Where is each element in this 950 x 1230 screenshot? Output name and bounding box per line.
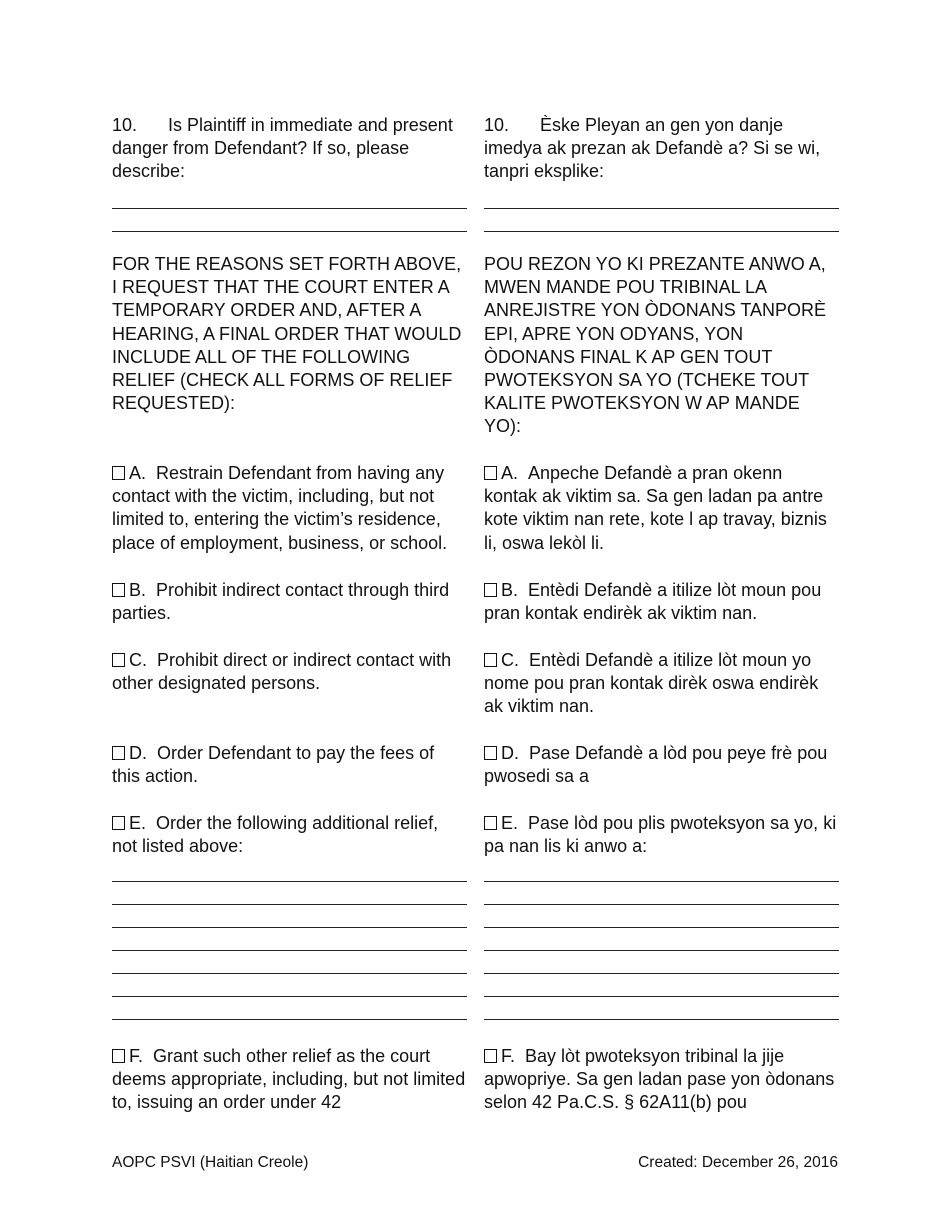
relief-item-b-ht — [484, 579, 839, 625]
relief-item-b-en — [112, 579, 467, 625]
item-letter: B. — [501, 580, 519, 600]
answer-line[interactable] — [484, 997, 839, 1020]
relief-item-d-ht — [484, 742, 839, 788]
reasons-paragraph-ht: POU REZON YO KI PREZANTE ANWO A, MWEN MANDE POU TRIBINAL LA ANREJISTRE YON ÒDONANS TANPORÈ EPI, APRE YON ODYANS, YON ÒDONANS FINAL K AP GEN TOUT PWOTEKSYON SA YO (TCHEKE TOUT KALITE PWOTEKSYON W AP MANDE YO): — [484, 254, 827, 437]
answer-line[interactable] — [484, 186, 839, 209]
item-text: Prohibit indirect contact through third parties. — [112, 580, 450, 624]
footer-created-date: Created: December 26, 2016 — [638, 1154, 838, 1171]
relief-item-f-ht — [484, 1045, 839, 1115]
answer-line[interactable] — [112, 997, 467, 1020]
checkbox-f-ht[interactable] — [484, 1049, 497, 1063]
item-text: Anpeche Defandè a pran okenn kontak ak viktim sa. Sa gen ladan pa antre kote viktim nan rete, kote l ap travay, biznis li, oswa lekòl li. — [484, 463, 827, 553]
checkbox-b-en[interactable] — [112, 583, 125, 597]
item-letter: D. — [501, 743, 519, 763]
answer-lines-e-ht[interactable] — [484, 859, 839, 1020]
question-number: 10. — [112, 115, 138, 135]
checkbox-a-en[interactable] — [112, 466, 125, 480]
checkbox-c-en[interactable] — [112, 653, 125, 667]
item-text: Prohibit direct or indirect contact with other designated persons. — [112, 650, 452, 694]
answer-line[interactable] — [112, 186, 467, 209]
relief-item-c-en — [112, 649, 467, 695]
reasons-paragraph-en: FOR THE REASONS SET FORTH ABOVE, I REQUEST THAT THE COURT ENTER A TEMPORARY ORDER AND, AFTER A HEARING, A FINAL ORDER THAT WOULD INCLUDE ALL OF THE FOLLOWING RELIEF (CHECK ALL FORMS OF RELIEF REQUESTED): — [112, 254, 462, 414]
answer-line[interactable] — [484, 209, 839, 232]
relief-item-e-en — [112, 812, 467, 858]
item-letter: E. — [501, 813, 519, 833]
question-10-en — [112, 114, 467, 184]
checkbox-b-ht[interactable] — [484, 583, 497, 597]
answer-line[interactable] — [484, 859, 839, 882]
checkbox-e-ht[interactable] — [484, 816, 497, 830]
answer-line[interactable] — [484, 905, 839, 928]
relief-item-a-en — [112, 462, 467, 555]
relief-item-f-en — [112, 1045, 467, 1115]
answer-line[interactable] — [112, 882, 467, 905]
item-text: Pase lòd pou plis pwoteksyon sa yo, ki pa nan lis ki anwo a: — [484, 813, 837, 857]
relief-item-a-ht — [484, 462, 839, 555]
item-text: Entèdi Defandè a itilize lòt moun pou pran kontak endirèk ak viktim nan. — [484, 580, 822, 624]
item-letter: F. — [129, 1046, 144, 1066]
answer-line[interactable] — [112, 859, 467, 882]
item-letter: C. — [501, 650, 519, 670]
question-number: 10. — [484, 115, 510, 135]
relief-item-c-ht — [484, 649, 839, 719]
answer-lines-e-en[interactable] — [112, 859, 467, 1020]
answer-line[interactable] — [112, 209, 467, 232]
checkbox-d-en[interactable] — [112, 746, 125, 760]
item-letter: D. — [129, 743, 147, 763]
question-text: Èske Pleyan an gen yon danje imedya ak prezan ak Defandè a? Si se wi, tanpri eksplike: — [484, 115, 821, 182]
item-letter: C. — [129, 650, 147, 670]
answer-line[interactable] — [112, 951, 467, 974]
item-letter: A. — [501, 463, 519, 483]
item-letter: F. — [501, 1046, 516, 1066]
question-text: Is Plaintiff in immediate and present danger from Defendant? If so, please describe: — [112, 115, 453, 182]
answer-line[interactable] — [484, 928, 839, 951]
relief-item-d-en — [112, 742, 467, 788]
checkbox-d-ht[interactable] — [484, 746, 497, 760]
checkbox-c-ht[interactable] — [484, 653, 497, 667]
item-text: Order the following additional relief, not listed above: — [112, 813, 439, 857]
relief-item-e-ht — [484, 812, 839, 858]
footer-form-id: AOPC PSVI (Haitian Creole) — [112, 1154, 309, 1171]
item-text: Pase Defandè a lòd pou peye frè pou pwosedi sa a — [484, 743, 828, 787]
answer-lines-q10-en[interactable] — [112, 186, 467, 232]
item-text: Order Defendant to pay the fees of this action. — [112, 743, 435, 787]
answer-line[interactable] — [112, 928, 467, 951]
item-text: Entèdi Defandè a itilize lòt moun yo nome pou pran kontak dirèk oswa endirèk ak viktim nan. — [484, 650, 819, 717]
item-text: Restrain Defendant from having any contact with the victim, including, but not limited to, entering the victim’s residence, place of employment, business, or school. — [112, 463, 448, 553]
checkbox-e-en[interactable] — [112, 816, 125, 830]
item-letter: B. — [129, 580, 147, 600]
answer-line[interactable] — [484, 882, 839, 905]
checkbox-f-en[interactable] — [112, 1049, 125, 1063]
answer-line[interactable] — [112, 905, 467, 928]
item-letter: A. — [129, 463, 147, 483]
item-text: Bay lòt pwoteksyon tribinal la jije apwopriye. Sa gen ladan pase yon òdonans selon 42 Pa.C.S. § 62A11(b) pou — [484, 1046, 835, 1113]
item-text: Grant such other relief as the court deems appropriate, including, but not limited to, issuing an order under 42 — [112, 1046, 466, 1113]
answer-line[interactable] — [112, 974, 467, 997]
answer-line[interactable] — [484, 974, 839, 997]
answer-line[interactable] — [484, 951, 839, 974]
answer-lines-q10-ht[interactable] — [484, 186, 839, 232]
checkbox-a-ht[interactable] — [484, 466, 497, 480]
question-10-ht — [484, 114, 839, 184]
item-letter: E. — [129, 813, 147, 833]
